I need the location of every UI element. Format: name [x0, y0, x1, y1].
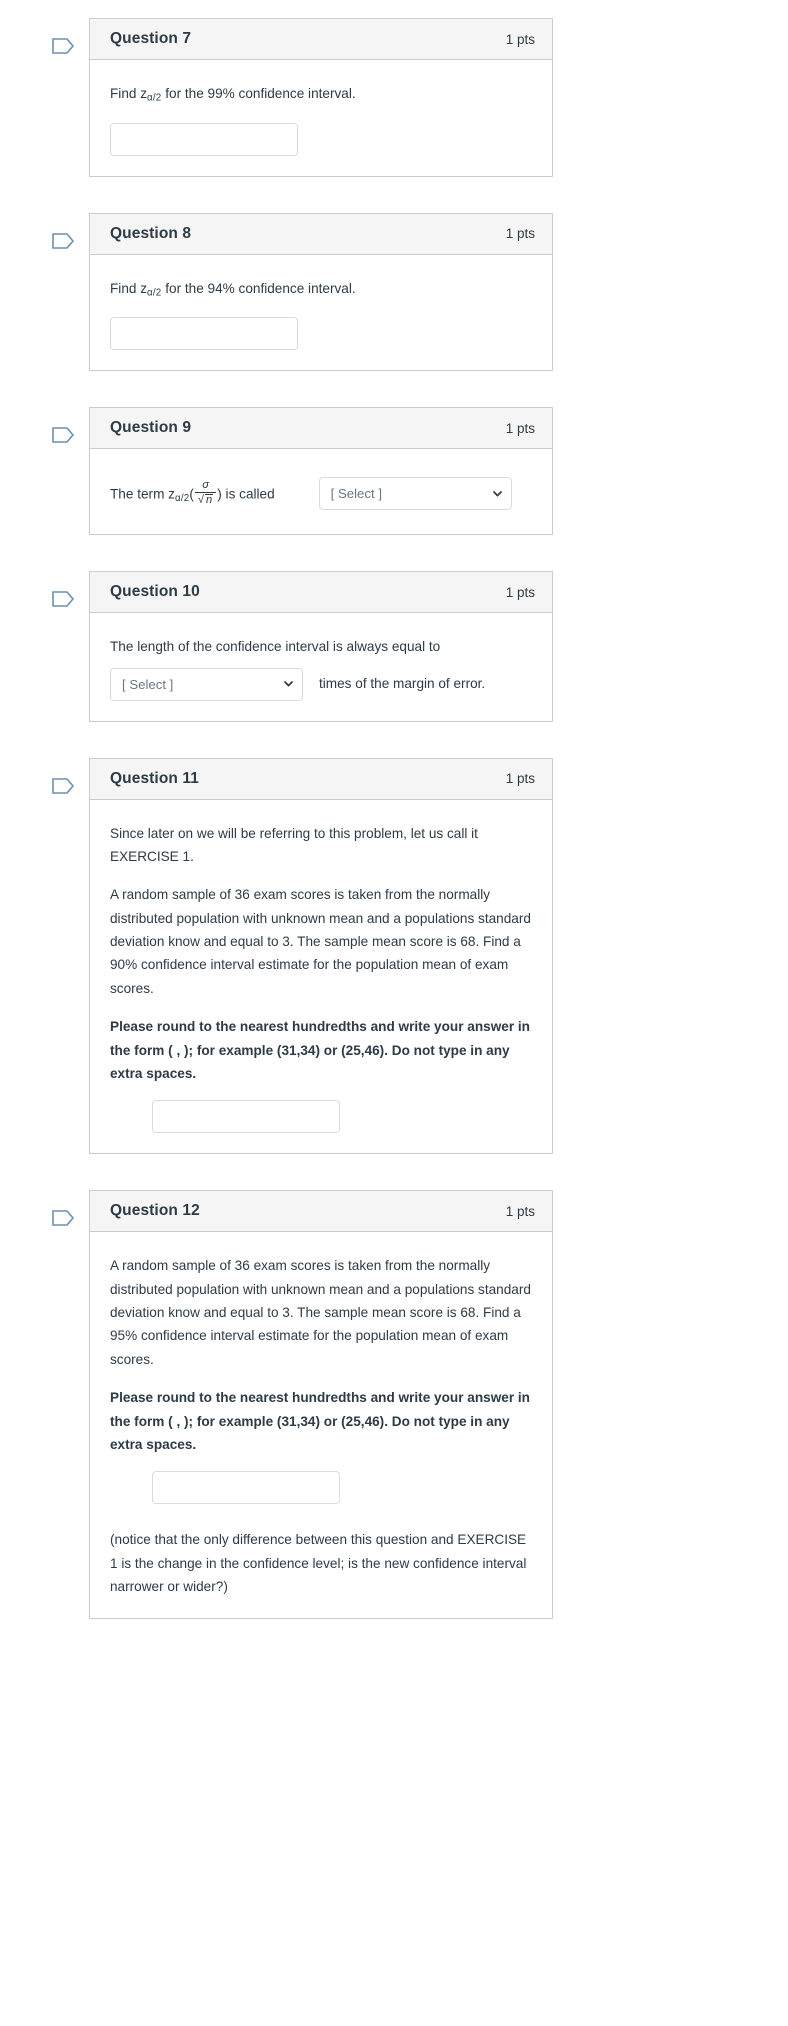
question-block-q7: [0, 18, 788, 177]
flag-outline-icon[interactable]: [50, 588, 76, 610]
answer-input[interactable]: [110, 123, 298, 156]
question-points: 1 pts: [505, 226, 535, 242]
question-title: Question 12: [110, 1202, 200, 1220]
flag-outline-icon[interactable]: [50, 775, 76, 797]
question-points: 1 pts: [505, 1203, 535, 1219]
prompt-tail: ) is called: [217, 486, 275, 502]
question-instruction: Please round to the nearest hundredths and write your answer in the form ( , ); for example (31,34) or (25,46). Do not type in any extra spaces.: [110, 1390, 530, 1452]
flag-outline-icon[interactable]: [50, 35, 76, 57]
question-title: Question 7: [110, 30, 192, 47]
question-card: [89, 571, 553, 721]
question-block-q8: [0, 213, 788, 372]
question-header: [90, 214, 552, 255]
answer-select[interactable]: [319, 477, 512, 510]
question-title: Question 8: [110, 224, 192, 242]
question-prompt: [110, 277, 532, 303]
select-wrapper: [110, 668, 303, 701]
question-title: Question 11: [110, 769, 199, 787]
question-title: Question 10: [110, 583, 200, 601]
question-body: [90, 60, 552, 176]
answer-input[interactable]: [152, 1100, 340, 1133]
question-points: 1 pts: [505, 31, 535, 47]
question-points: 1 pts: [505, 771, 535, 787]
question-block-q11: [0, 758, 788, 1155]
question-block-q9: [0, 407, 788, 535]
question-body: [90, 800, 552, 1154]
question-header: [90, 408, 552, 449]
question-paragraph-1: Since later on we will be referring to this problem, let us call it EXERCISE 1.: [110, 825, 478, 864]
prompt-subscript: α/2: [147, 287, 162, 299]
question-header: [90, 1191, 552, 1232]
prompt-suffix: for the 99% confidence interval.: [161, 86, 356, 101]
question-prompt-row: [110, 471, 532, 514]
question-body: [90, 255, 552, 371]
prompt-prefix: Find z: [110, 86, 148, 101]
prompt-suffix: for the 94% confidence interval.: [161, 280, 356, 296]
question-block-q10: [0, 571, 788, 721]
question-card: [89, 407, 553, 535]
question-card: [89, 18, 553, 177]
question-body: [90, 449, 552, 534]
fraction-denominator: √ n: [197, 494, 213, 507]
question-title: Question 9: [110, 419, 192, 437]
question-header: [90, 19, 552, 60]
answer-select[interactable]: [110, 668, 303, 701]
question-header: [90, 572, 552, 613]
trailing-text: times of the margin of error.: [319, 676, 486, 692]
select-row: [110, 668, 532, 701]
question-prompt: [110, 82, 532, 108]
question-card: [89, 758, 553, 1155]
question-body: [90, 1232, 552, 1618]
flag-outline-icon[interactable]: [50, 424, 76, 446]
prompt-text: The term $z_{\alpha/2}$( $\frac{\sigma}{√ n}$ ) is called: [110, 478, 275, 507]
question-instruction: Please round to the nearest hundredths and write your answer in the form ( , ); for example (31,34) or (25,46). Do not type in any extra spaces.: [110, 1019, 530, 1081]
answer-input[interactable]: [152, 1471, 340, 1504]
question-paragraph-1: A random sample of 36 exam scores is taken from the normally distributed population with unknown mean and a populations standard deviation know and equal to 3. The sample mean score is 68. Find a 95% confidence interval estimate for the population mean of exam scores.: [110, 1258, 531, 1367]
question-card: [89, 213, 553, 372]
question-points: 1 pts: [505, 584, 535, 600]
sqrt-radicand: n: [206, 494, 213, 507]
question-card: [89, 1190, 553, 1619]
question-note: (notice that the only difference between this question and EXERCISE 1 is the change in the confidence level; is the new confidence interval narrower or wider?): [110, 1532, 527, 1595]
answer-input[interactable]: [110, 317, 298, 350]
prompt-subscript: α/2: [174, 492, 190, 504]
question-block-q12: [0, 1190, 788, 1619]
question-paragraph-2: A random sample of 36 exam scores is taken from the normally distributed population with unknown mean and a populations standard deviation know and equal to 3. The sample mean score is 68. Find a 90% confidence interval estimate for the population mean of exam scores.: [110, 887, 531, 996]
prompt-prefix: Find z: [110, 280, 148, 296]
prompt-subscript: α/2: [147, 92, 162, 104]
flag-outline-icon[interactable]: [50, 1207, 76, 1229]
fraction-numerator: σ: [195, 480, 216, 494]
flag-outline-icon[interactable]: [50, 230, 76, 252]
prompt-lead: The term z: [110, 486, 175, 502]
question-points: 1 pts: [505, 420, 535, 436]
question-body: [90, 613, 552, 720]
fraction-sigma-over-sqrt-n: [195, 480, 216, 507]
select-wrapper: [319, 477, 512, 510]
question-prompt: The length of the confidence interval is always equal to: [110, 639, 441, 655]
question-header: [90, 759, 552, 800]
